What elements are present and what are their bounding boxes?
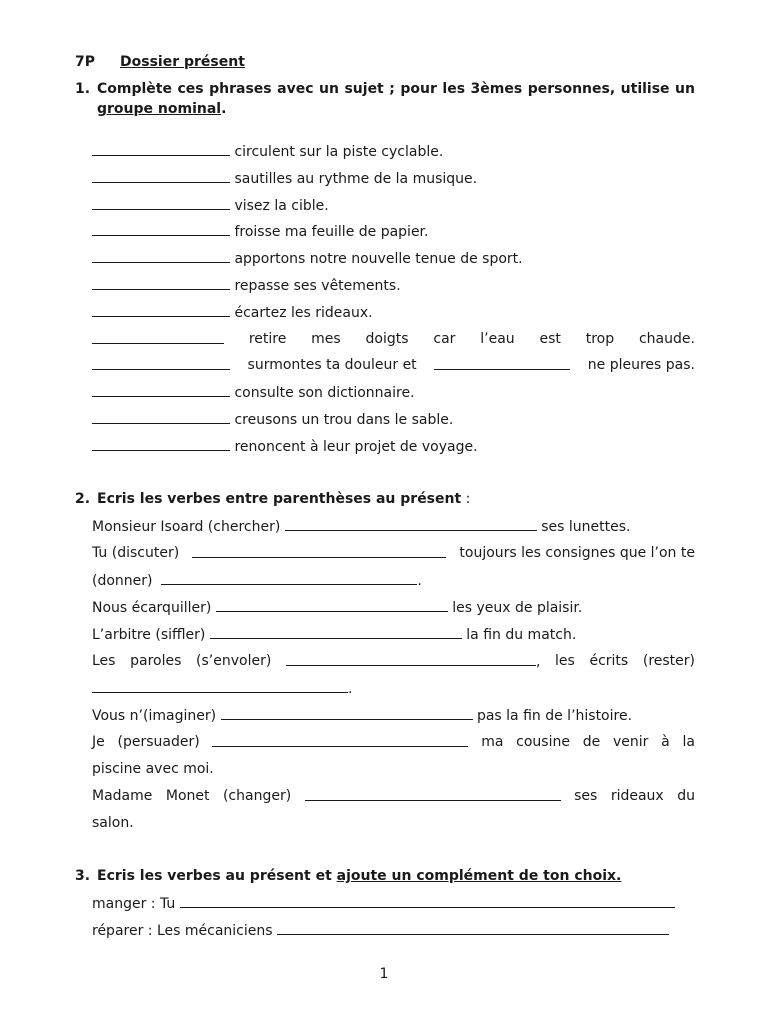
ex2-sentence-5 xyxy=(92,651,695,672)
sentence-text: creusons un trou dans le sable. xyxy=(234,412,454,428)
answer-blank[interactable] xyxy=(92,382,230,397)
ex1-sentence-8 xyxy=(92,329,695,349)
answer-blank[interactable] xyxy=(221,705,473,720)
ex1-sentence-12 xyxy=(92,436,478,457)
ex1-sentence-7 xyxy=(92,302,373,323)
answer-blank[interactable] xyxy=(212,732,468,747)
word: ses xyxy=(574,788,598,804)
answer-blank[interactable] xyxy=(216,597,448,612)
ex3-row-1 xyxy=(92,893,675,914)
answer-blank[interactable] xyxy=(161,570,417,585)
word: Je xyxy=(92,734,105,750)
ex1-sentence-3 xyxy=(92,195,329,216)
word: (changer) xyxy=(222,788,292,804)
word: (rester) xyxy=(642,653,695,669)
word: trop xyxy=(585,331,615,347)
ex2-instruction xyxy=(97,489,470,509)
word: car xyxy=(433,331,456,347)
answer-blank[interactable] xyxy=(92,302,230,317)
word: les xyxy=(555,653,575,669)
ex1-sentence-5 xyxy=(92,248,523,269)
sentence-text: Nous écarquiller) xyxy=(92,600,212,616)
answer-blank[interactable] xyxy=(285,516,537,531)
ex2-sentence-2 xyxy=(92,543,695,563)
ex1-instruction-line1 xyxy=(97,79,695,99)
page-title: Dossier présent xyxy=(120,54,245,70)
answer-blank[interactable] xyxy=(92,221,230,236)
word: (persuader) xyxy=(117,734,200,750)
ex1-sentence-10 xyxy=(92,382,415,403)
word: chaude. xyxy=(638,331,695,347)
answer-blank[interactable] xyxy=(180,893,675,908)
word: retire xyxy=(248,331,287,347)
sentence-text: (donner) xyxy=(92,573,153,589)
word: du xyxy=(677,788,695,804)
answer-blank[interactable] xyxy=(92,678,348,693)
word: la xyxy=(682,734,695,750)
ex2-sentence-7 xyxy=(92,732,695,752)
sentence-text: renoncent à leur projet de voyage. xyxy=(234,439,478,455)
ex2-sentence-6 xyxy=(92,705,632,726)
sentence-text: la fin du match. xyxy=(466,627,577,643)
sentence-text: Vous n’(imaginer) xyxy=(92,708,217,724)
ex3-instruction xyxy=(97,866,621,886)
sentence-text: circulent sur la piste cyclable. xyxy=(234,144,444,160)
answer-blank[interactable] xyxy=(92,275,230,290)
sentence-text: Tu (discuter) xyxy=(92,545,180,561)
sentence-text: . xyxy=(417,573,422,589)
word: écrits xyxy=(589,653,629,669)
sentence-text: , xyxy=(535,654,541,670)
word: de xyxy=(582,734,601,750)
word: doigts xyxy=(365,331,409,347)
word: rideaux xyxy=(610,788,664,804)
ex1-sentence-1 xyxy=(92,141,443,162)
ex1-sentence-6 xyxy=(92,275,401,296)
ex1-instruction-text: Complète ces phrases avec un sujet ; pour les 3èmes personnes, utilise un xyxy=(97,81,695,97)
ex3-row-2 xyxy=(92,920,669,941)
class-code: 7P xyxy=(75,54,96,70)
sentence-text: Monsieur Isoard (chercher) xyxy=(92,519,281,535)
answer-blank[interactable] xyxy=(92,355,230,370)
answer-blank[interactable] xyxy=(210,624,462,639)
ex1-instruction-underlined: groupe nominal xyxy=(97,101,222,117)
sentence-text: consulte son dictionnaire. xyxy=(234,385,415,401)
ex2-sentence-8 xyxy=(92,786,695,806)
ex3-number: 3. xyxy=(75,868,91,884)
answer-blank[interactable] xyxy=(192,543,446,558)
sentence-text: visez la cible. xyxy=(234,198,329,214)
word: venir xyxy=(612,734,649,750)
ex1-instruction-period: . xyxy=(221,101,227,117)
sentence-text: surmontes ta douleur et xyxy=(247,357,417,373)
answer-blank[interactable] xyxy=(92,329,224,344)
answer-blank[interactable] xyxy=(92,195,230,210)
ex2-instruction-colon: : xyxy=(461,491,471,507)
answer-blank[interactable] xyxy=(92,141,230,156)
sentence-text: apportons notre nouvelle tenue de sport. xyxy=(234,251,523,267)
sentence-text: L’arbitre (siffler) xyxy=(92,627,206,643)
word: paroles xyxy=(130,653,182,669)
ex2-number: 2. xyxy=(75,491,91,507)
sentence-text: ses lunettes. xyxy=(541,519,631,535)
ex2-sentence-1 xyxy=(92,516,630,537)
sentence-text: pas la fin de l’histoire. xyxy=(476,708,633,724)
word: ma xyxy=(481,734,504,750)
word: est xyxy=(539,331,561,347)
ex2-sentence-4 xyxy=(92,624,576,645)
word: cousine xyxy=(516,734,570,750)
sentence-text: . xyxy=(348,681,353,697)
answer-blank[interactable] xyxy=(92,168,230,183)
ex1-sentence-2 xyxy=(92,168,477,189)
answer-blank[interactable] xyxy=(286,651,536,666)
answer-blank[interactable] xyxy=(92,248,230,263)
ex2-instruction-text: Ecris les verbes entre parenthèses au présent xyxy=(97,491,462,507)
ex1-number: 1. xyxy=(75,81,91,97)
sentence-text: repasse ses vêtements. xyxy=(234,278,401,294)
answer-blank[interactable] xyxy=(305,786,561,801)
row-label: réparer : Les mécaniciens xyxy=(92,923,273,939)
sentence-text: froisse ma feuille de papier. xyxy=(234,224,429,240)
ex2-sentence-8-cont: salon. xyxy=(92,815,134,831)
answer-blank[interactable] xyxy=(92,436,230,451)
ex2-sentence-5-cont xyxy=(92,678,352,699)
ex1-sentence-9 xyxy=(92,355,695,375)
sentence-text: les yeux de plaisir. xyxy=(452,600,583,616)
word: Les xyxy=(92,653,116,669)
sentence-text: écartez les rideaux. xyxy=(234,305,373,321)
ex2-sentence-3 xyxy=(92,597,582,618)
word: à xyxy=(661,734,670,750)
ex2-sentence-7-cont: piscine avec moi. xyxy=(92,761,214,777)
word: Madame xyxy=(92,788,153,804)
answer-blank[interactable] xyxy=(434,355,570,370)
word: l’eau xyxy=(480,331,515,347)
word: mes xyxy=(311,331,341,347)
sentence-text: sautilles au rythme de la musique. xyxy=(234,171,478,187)
answer-blank[interactable] xyxy=(92,409,230,424)
ex3-instruction-text: Ecris les verbes au présent et xyxy=(97,868,337,884)
answer-blank[interactable] xyxy=(277,920,669,935)
ex1-instruction-line2 xyxy=(97,99,226,119)
ex2-sentence-2-cont xyxy=(92,570,422,591)
word: Monet xyxy=(165,788,210,804)
ex1-sentence-4 xyxy=(92,221,428,242)
sentence-text: ne pleures pas. xyxy=(587,357,695,373)
page-number: 1 xyxy=(379,966,389,982)
sentence-text: toujours les consignes que l’on te xyxy=(459,545,695,561)
word: (s’envoler) xyxy=(196,653,272,669)
row-label: manger : Tu xyxy=(92,896,176,912)
ex1-sentence-11 xyxy=(92,409,453,430)
ex3-instruction-underlined: ajoute un complément de ton choix. xyxy=(336,868,622,884)
